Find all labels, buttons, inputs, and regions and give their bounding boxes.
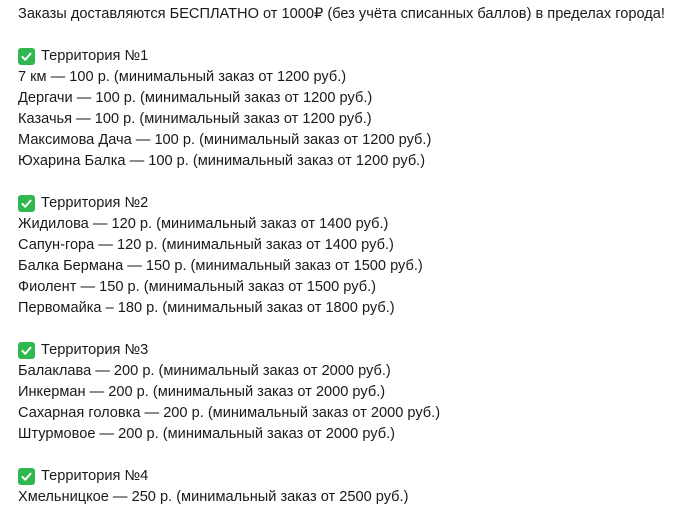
list-item: Сапун-гора — 120 р. (минимальный заказ от 1400 руб.): [18, 237, 394, 253]
territory-title: Территория №3: [41, 342, 149, 358]
check-mark-button-icon: [18, 342, 35, 359]
list-item: Фиолент — 150 р. (минимальный заказ от 1500 руб.): [18, 279, 376, 295]
territory-title: Территория №2: [41, 195, 149, 211]
list-item: Балаклава — 200 р. (минимальный заказ от 2000 руб.): [18, 363, 391, 379]
territory-heading-1: [18, 46, 674, 67]
check-mark-button-icon: [18, 48, 35, 65]
list-item: Максимова Дача — 100 р. (минимальный заказ от 1200 руб.): [18, 132, 432, 148]
list-item: Штурмовое — 200 р. (минимальный заказ от 2000 руб.): [18, 426, 396, 442]
list-item: Инкерман — 200 р. (минимальный заказ от 2000 руб.): [18, 384, 386, 400]
territory-heading-4: [18, 466, 674, 487]
list-item: Казачья — 100 р. (минимальный заказ от 1200 руб.): [18, 111, 372, 127]
check-mark-button-icon: [18, 195, 35, 212]
list-item: 7 км — 100 р. (минимальный заказ от 1200 руб.): [18, 69, 347, 85]
list-item: Первомайка – 180 р. (минимальный заказ от 1800 руб.): [18, 300, 395, 316]
delivery-info: [18, 4, 674, 508]
list-item: Сахарная головка — 200 р. (минимальный заказ от 2000 руб.): [18, 405, 441, 421]
territory-heading-3: [18, 340, 674, 361]
list-item: Дергачи — 100 р. (минимальный заказ от 1200 руб.): [18, 90, 373, 106]
list-item: Балка Бермана — 150 р. (минимальный заказ от 1500 руб.): [18, 258, 423, 274]
territory-title: Территория №4: [41, 468, 149, 484]
territory-title: Территория №1: [41, 48, 149, 64]
territory-heading-2: [18, 193, 674, 214]
check-mark-button-icon: [18, 468, 35, 485]
list-item: Хмельницкое — 250 р. (минимальный заказ от 2500 руб.): [18, 489, 409, 505]
list-item: Юхарина Балка — 100 р. (минимальный заказ от 1200 руб.): [18, 153, 426, 169]
list-item: Жидилова — 120 р. (минимальный заказ от 1400 руб.): [18, 216, 389, 232]
intro-text: Заказы доставляются БЕСПЛАТНО от 1000₽ (без учёта списанных баллов) в пределах города!: [18, 6, 665, 22]
